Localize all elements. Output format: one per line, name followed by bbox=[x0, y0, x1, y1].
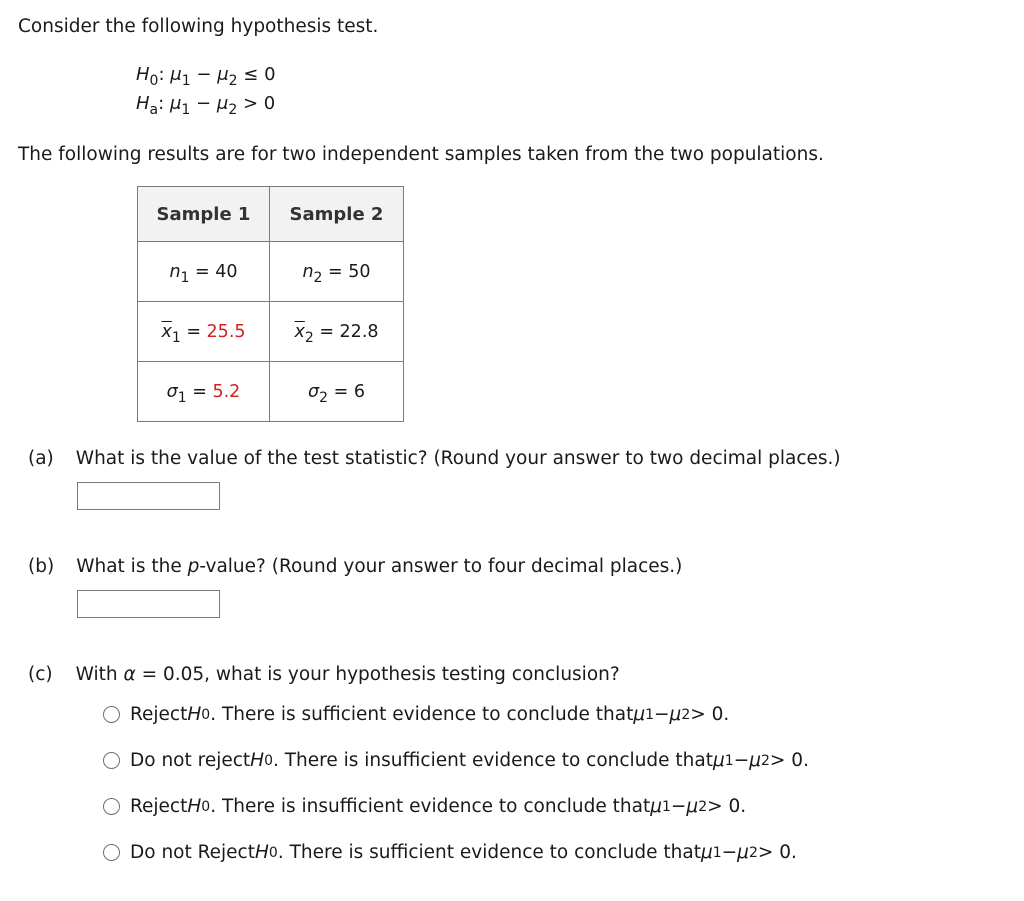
alternative-hypothesis: $H_a$: $\mu_1 - \mu_2 > 0$ bbox=[136, 93, 276, 118]
radio-button[interactable] bbox=[103, 844, 120, 861]
option-reject-insufficient[interactable]: Reject H 0 . There is insufficient evidence to conclude that μ 1 − μ 2 > 0. bbox=[103, 796, 746, 817]
sample-data-table bbox=[137, 186, 404, 422]
table-row-sample-mean bbox=[138, 302, 404, 362]
option-do-not-reject-insufficient[interactable]: Do not reject H 0 . There is insufficient evidence to conclude that μ 1 − μ 2 > 0. bbox=[103, 750, 809, 771]
option-do-not-reject-sufficient[interactable]: Do not Reject H 0 . There is sufficient evidence to conclude that μ 1 − μ 2 > 0. bbox=[103, 842, 797, 863]
results-text: The following results are for two independent samples taken from the two populations. bbox=[18, 144, 824, 165]
cell-x1: $\overline{x}_1 = 25.5$ bbox=[138, 302, 270, 362]
cell-x2: $\overline{x}_2 = 22.8$ bbox=[270, 302, 404, 362]
header-sample-1: Sample 1 bbox=[138, 187, 270, 242]
option-reject-sufficient[interactable]: Reject H 0 . There is sufficient evidence to conclude that μ 1 − μ 2 > 0. bbox=[103, 704, 729, 725]
header-sample-2: Sample 2 bbox=[270, 187, 404, 242]
test-statistic-input[interactable] bbox=[77, 482, 220, 510]
p-value-input[interactable] bbox=[77, 590, 220, 618]
cell-n2: $n_2 = 50$ bbox=[270, 242, 404, 302]
radio-button[interactable] bbox=[103, 752, 120, 769]
table-row-std-dev bbox=[138, 362, 404, 422]
cell-sigma2: $\sigma_2 = 6$ bbox=[270, 362, 404, 422]
question-c: (c) With α = 0.05, what is your hypothesis testing conclusion? bbox=[28, 664, 620, 685]
radio-button[interactable] bbox=[103, 706, 120, 723]
table-row-sample-size bbox=[138, 242, 404, 302]
cell-n1: $n_1 = 40$ bbox=[138, 242, 270, 302]
question-b: (b) What is the p-value? (Round your answer to four decimal places.) bbox=[28, 556, 683, 577]
intro-text: Consider the following hypothesis test. bbox=[18, 16, 379, 37]
radio-button[interactable] bbox=[103, 798, 120, 815]
cell-sigma1: $\sigma_1 = 5.2$ bbox=[138, 362, 270, 422]
table-header-row bbox=[138, 187, 404, 242]
question-a: (a) What is the value of the test statistic? (Round your answer to two decimal places.) bbox=[28, 448, 841, 469]
null-hypothesis: $H_0$: $\mu_1 - \mu_2 \le 0$ bbox=[136, 64, 276, 89]
